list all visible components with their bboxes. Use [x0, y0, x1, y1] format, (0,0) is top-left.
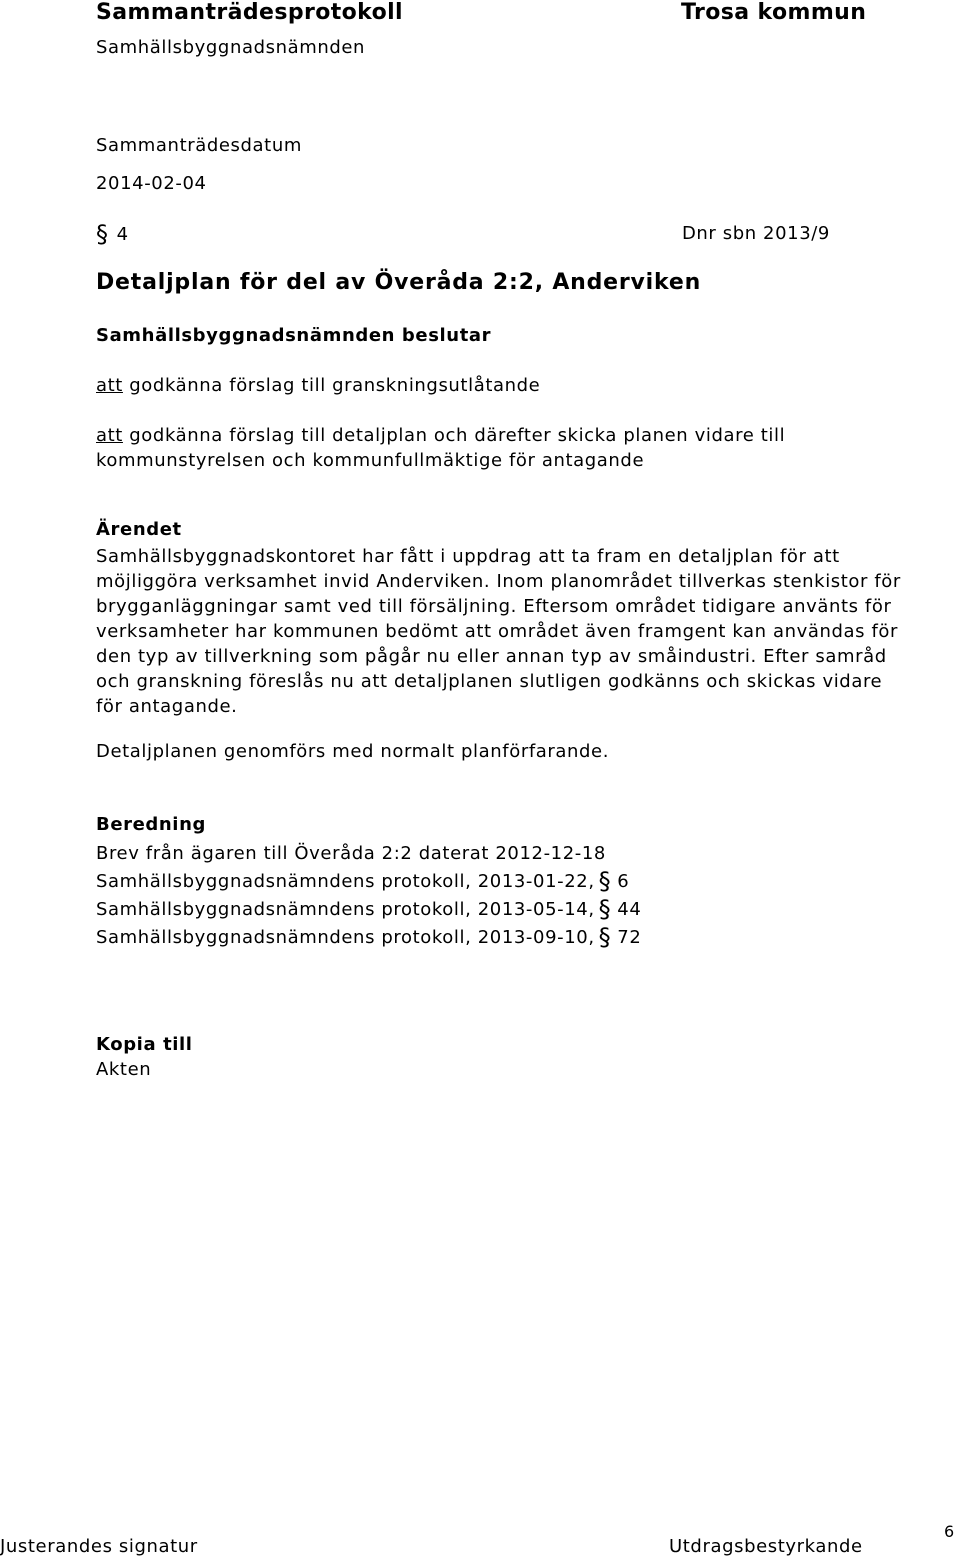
beredning-heading: Beredning: [96, 814, 206, 835]
arendet-line: möjliggöra verksamhet invid Anderviken. Inom planområdet tillverkas stenkistor för: [96, 571, 901, 592]
beredning-item-para: 44: [617, 899, 642, 920]
arendet-line: verksamheter har kommunen bedömt att området även framgent kan användas för: [96, 621, 899, 642]
decision-item-prefix: att: [96, 375, 123, 396]
beredning-item-para: 6: [617, 871, 630, 892]
beredning-item-text: Samhällsbyggnadsnämndens protokoll, 2013-05-14,: [96, 899, 595, 920]
signature-label: Justerandes signatur: [0, 1536, 198, 1557]
arendet-line: den typ av tillverkning som pågår nu eller annan typ av småindustri. Efter samråd: [96, 646, 887, 667]
beredning-item-para: 72: [617, 927, 642, 948]
page-number: 6: [944, 1522, 955, 1541]
paragraph-number-value: 4: [116, 224, 129, 245]
decision-item-line: kommunstyrelsen och kommunfullmäktige för antagande: [96, 450, 645, 471]
paragraph-sign: §: [598, 867, 612, 895]
diary-number: Dnr sbn 2013/9: [681, 223, 830, 244]
decision-heading: Samhällsbyggnadsnämnden beslutar: [96, 325, 492, 346]
beredning-item: [96, 867, 630, 895]
paragraph-sign: §: [598, 895, 612, 923]
meeting-date-label: Sammanträdesdatum: [96, 135, 302, 156]
decision-item-text: godkänna förslag till detaljplan och därefter skicka planen vidare till: [129, 425, 786, 446]
decision-item: [96, 423, 856, 473]
paragraph-row: [96, 220, 830, 248]
decision-item-line: [96, 423, 856, 448]
kopia-heading: Kopia till: [96, 1034, 193, 1055]
procedure-text: Detaljplanen genomförs med normalt planförfarande.: [96, 741, 610, 762]
beredning-item: [96, 923, 642, 951]
organization-name: Trosa kommun: [681, 0, 867, 25]
paragraph-number: [96, 220, 129, 248]
decision-item: [96, 373, 856, 398]
arendet-heading: Ärendet: [96, 519, 182, 540]
extract-certification-label: Utdragsbestyrkande: [669, 1536, 863, 1557]
beredning-item-text: Samhällsbyggnadsnämndens protokoll, 2013-01-22,: [96, 871, 595, 892]
beredning-item: [96, 895, 642, 923]
arendet-line: för antagande.: [96, 696, 238, 717]
arendet-line: brygganläggningar samt ved till försäljning. Eftersom området tidigare använts för: [96, 596, 892, 617]
paragraph-sign: §: [598, 923, 612, 951]
beredning-item-text: Samhällsbyggnadsnämndens protokoll, 2013-09-10,: [96, 927, 595, 948]
decision-item-prefix: att: [96, 425, 123, 446]
document-title: Sammanträdesprotokoll: [96, 0, 404, 25]
decision-item-text: godkänna förslag till granskningsutlåtande: [129, 375, 541, 396]
case-title: Detaljplan för del av Överåda 2:2, Anderviken: [96, 270, 702, 295]
arendet-line: och granskning föreslås nu att detaljplanen slutligen godkänns och skickas vidare: [96, 671, 883, 692]
meeting-date: 2014-02-04: [96, 173, 207, 194]
paragraph-sign: §: [96, 220, 109, 248]
committee-name: Samhällsbyggnadsnämnden: [96, 37, 366, 58]
arendet-line: Samhällsbyggnadskontoret har fått i uppdrag att ta fram en detaljplan för att: [96, 546, 840, 567]
arendet-body: [96, 544, 946, 719]
beredning-item: [96, 843, 606, 864]
kopia-recipient: Akten: [96, 1059, 152, 1080]
beredning-item-text: Brev från ägaren till Överåda 2:2 daterat 2012-12-18: [96, 843, 606, 864]
